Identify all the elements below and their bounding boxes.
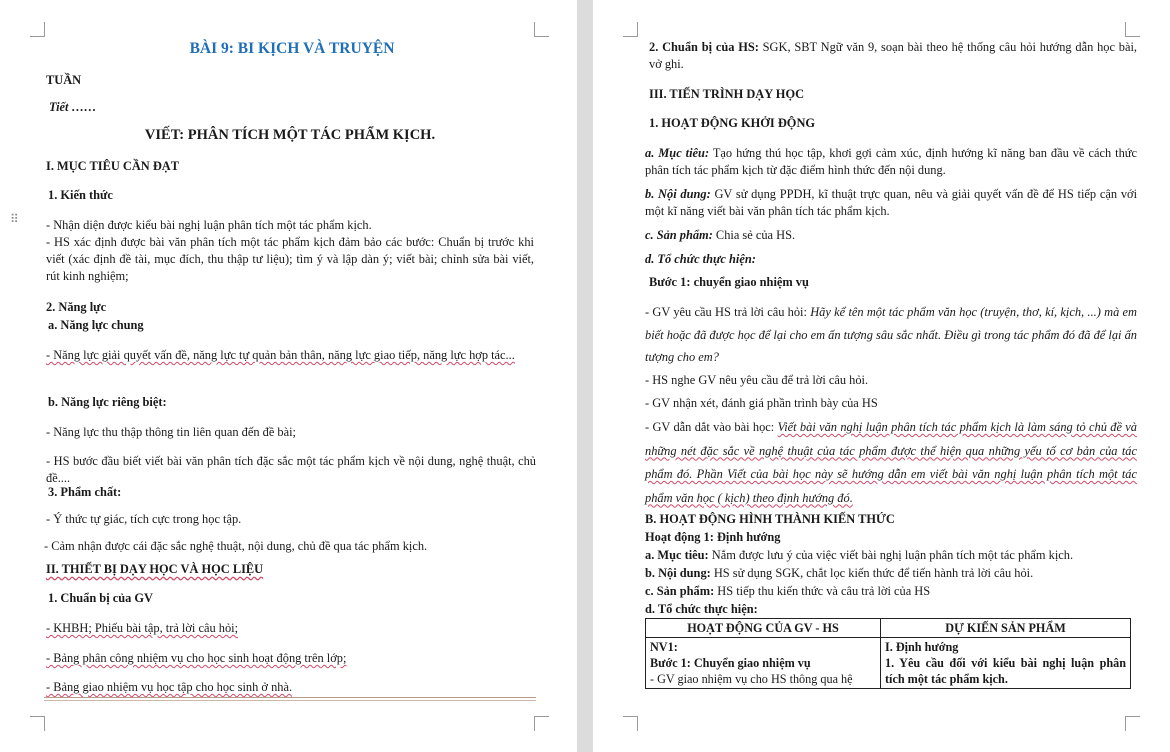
label: a. Mục tiêu: (645, 146, 710, 160)
subsection-heading: 1. Kiến thức (48, 188, 113, 202)
table-header-row (646, 619, 1131, 638)
subsection-heading: d. Tổ chức thực hiện: (645, 602, 758, 616)
crop-mark (1125, 22, 1140, 37)
drag-handle-icon[interactable]: ⠿ (10, 212, 20, 226)
text: Viết bài văn nghị luận phân tích tác phẩm kịch là làm sáng tỏ chủ đề và những nét đặc sắc về nghệ thuật của tác phẩm được thể hiện qua những yếu tố cơ bản của tác phẩm đó. Phần Viết của bài học này sẽ hướng dẫn em viết bài văn nghị luận phân tích một tác phẩm văn học ( kịch) theo định hướng đó. (645, 420, 1137, 505)
crop-mark (623, 22, 638, 37)
week-label: TUẦN (46, 73, 82, 87)
text: Chia sẻ của HS. (712, 228, 796, 242)
table-header-cell: HOẠT ĐỘNG CỦA GV - HS (646, 619, 881, 638)
paragraph: - HS bước đầu biết viết bài văn phân tích đặc sắc một tác phẩm kịch về nội dung, nghệ thuật, chủ đề.... (46, 454, 536, 485)
paragraph: - HS xác định được bài văn phân tích một tác phẩm kịch đảm bảo các bước: Chuẩn bị trước khi viết (xác định đề tài, mục đích, thu thập tư liệu); tìm ý và lập dàn ý; viết bài; chỉnh sửa bài viết, rút kinh nghiệm; (46, 235, 534, 283)
paragraph (645, 416, 1137, 510)
paragraph (649, 39, 1137, 73)
text: - GV yêu cầu HS trả lời câu hỏi: (645, 305, 811, 319)
label: b. Nội dung: (645, 566, 711, 580)
crop-mark (534, 22, 549, 37)
crop-mark (30, 716, 45, 731)
text: HS sử dụng SGK, chắt lọc kiến thức để tiến hành trả lời câu hỏi. (710, 566, 1034, 580)
text: HS tiếp thu kiến thức và câu trả lời của HS (714, 584, 931, 598)
label: c. Sản phẩm: (645, 584, 715, 598)
step-heading: Bước 1: chuyển giao nhiệm vụ (649, 275, 809, 289)
paragraph (645, 186, 1137, 220)
section-heading: 1. HOẠT ĐỘNG KHỞI ĐỘNG (649, 116, 816, 130)
paragraph: - Bảng giao nhiệm vụ học tập cho học sinh ở nhà. (46, 680, 293, 694)
cell-line: NV1: (650, 640, 678, 654)
paragraph: - Cảm nhận được cái đặc sắc nghệ thuật, nội dung, chủ đề qua tác phẩm kịch. (44, 539, 428, 553)
paragraph: - Bảng phân công nhiệm vụ cho học sinh hoạt động trên lớp; (46, 651, 347, 665)
paragraph: - Năng lực thu thập thông tin liên quan đến đề bài; (46, 425, 296, 439)
subsection-heading: 2. Năng lực (46, 300, 107, 314)
text: Hãy kể tên một tác phẩm văn học (truyện, thơ, kí, kịch, ...) mà em biết hoặc đã được học để lại cho em ấn tượng sâu sắc nhất. Điều gì trong tác phẩm đó đã để lại ấn tượng cho em? (645, 305, 1137, 364)
lesson-title: VIẾT: PHÂN TÍCH MỘT TÁC PHẨM KỊCH. (144, 127, 436, 143)
document-page-left (0, 0, 577, 752)
text: - GV dẫn dắt vào bài học: (645, 420, 778, 434)
cell-line: I. Định hướng (885, 640, 959, 654)
paragraph: - GV nhận xét, đánh giá phần trình bày của HS (645, 396, 878, 410)
table-cell (646, 638, 881, 689)
subsection-heading: 3. Phẩm chất: (48, 485, 122, 499)
paragraph: - HS nghe GV nêu yêu cầu để trả lời câu hỏi. (645, 373, 869, 387)
cell-line: 1. Yêu cầu đối với kiểu bài nghị luận phân tích một tác phẩm kịch. (885, 656, 1126, 686)
section-heading: B. HOẠT ĐỘNG HÌNH THÀNH KIẾN THỨC (645, 512, 895, 526)
label: b. Nội dung: (645, 187, 711, 201)
table-header-cell: DỰ KIẾN SẢN PHẨM (881, 619, 1131, 638)
label: 2. Chuẩn bị của HS: (649, 40, 759, 54)
page-gutter (577, 0, 593, 752)
text: Tạo hứng thú học tập, khơi gợi cảm xúc, định hướng kĩ năng ban đầu về cách thức phân tích tác phẩm kịch từ đặc điểm hình thức đến nội dung. (645, 146, 1137, 177)
subsection-heading: b. Năng lực riêng biệt: (48, 395, 167, 409)
document-page-right (593, 0, 1170, 752)
subsection-heading: d. Tổ chức thực hiện: (645, 252, 756, 266)
paragraph (645, 145, 1137, 179)
bottom-border (44, 697, 536, 698)
paragraph (645, 565, 1033, 582)
section-heading: I. MỤC TIÊU CẦN ĐẠT (46, 159, 179, 173)
table-row (646, 638, 1131, 689)
paragraph: - KHBH; Phiếu bài tập, trả lời câu hỏi; (46, 621, 239, 635)
paragraph: - Năng lực giải quyết vấn đề, năng lực tự quản bản thân, năng lực giao tiếp, năng lực hợp tác... (46, 348, 515, 362)
subsection-heading: Hoạt động 1: Định hướng (645, 530, 781, 544)
crop-mark (534, 716, 549, 731)
paragraph: - Ý thức tự giác, tích cực trong học tập. (46, 512, 242, 526)
lesson-unit-title: BÀI 9: BI KỊCH VÀ TRUYỆN (189, 40, 395, 57)
period-label: Tiết …… (49, 100, 97, 114)
text: Nắm được lưu ý của việc viết bài nghị luận phân tích một tác phẩm kịch. (708, 548, 1074, 562)
paragraph (645, 227, 795, 244)
bottom-border (44, 700, 536, 701)
activity-table (645, 618, 1131, 689)
text: SGK, SBT Ngữ văn 9, soạn bài theo hệ thống câu hỏi hướng dẫn học bài, vở ghi. (649, 40, 1137, 71)
subsection-heading: a. Năng lực chung (48, 318, 144, 332)
section-heading: II. THIẾT BỊ DẠY HỌC VÀ HỌC LIỆU (46, 562, 264, 576)
paragraph (645, 547, 1073, 564)
paragraph: - Nhận diện được kiểu bài nghị luận phân tích một tác phẩm kịch. (46, 218, 372, 232)
table-cell (881, 638, 1131, 689)
crop-mark (30, 22, 45, 37)
paragraph (645, 583, 930, 600)
label: c. Sản phẩm: (645, 228, 713, 242)
text: GV sử dụng PPDH, kĩ thuật trực quan, nêu và giải quyết vấn đề để HS tiếp cận với một kĩ năng viết bài văn phân tích tác phẩm kịch. (645, 187, 1138, 218)
cell-line: Bước 1: Chuyển giao nhiệm vụ (650, 656, 811, 670)
cell-line: - GV giao nhiệm vụ cho HS thông qua hệ (650, 672, 853, 686)
subsection-heading: 1. Chuẩn bị của GV (48, 591, 154, 605)
crop-mark (1125, 716, 1140, 731)
section-heading: III. TIẾN TRÌNH DẠY HỌC (649, 87, 805, 101)
label: a. Mục tiêu: (645, 548, 709, 562)
paragraph (645, 301, 1137, 369)
crop-mark (623, 716, 638, 731)
